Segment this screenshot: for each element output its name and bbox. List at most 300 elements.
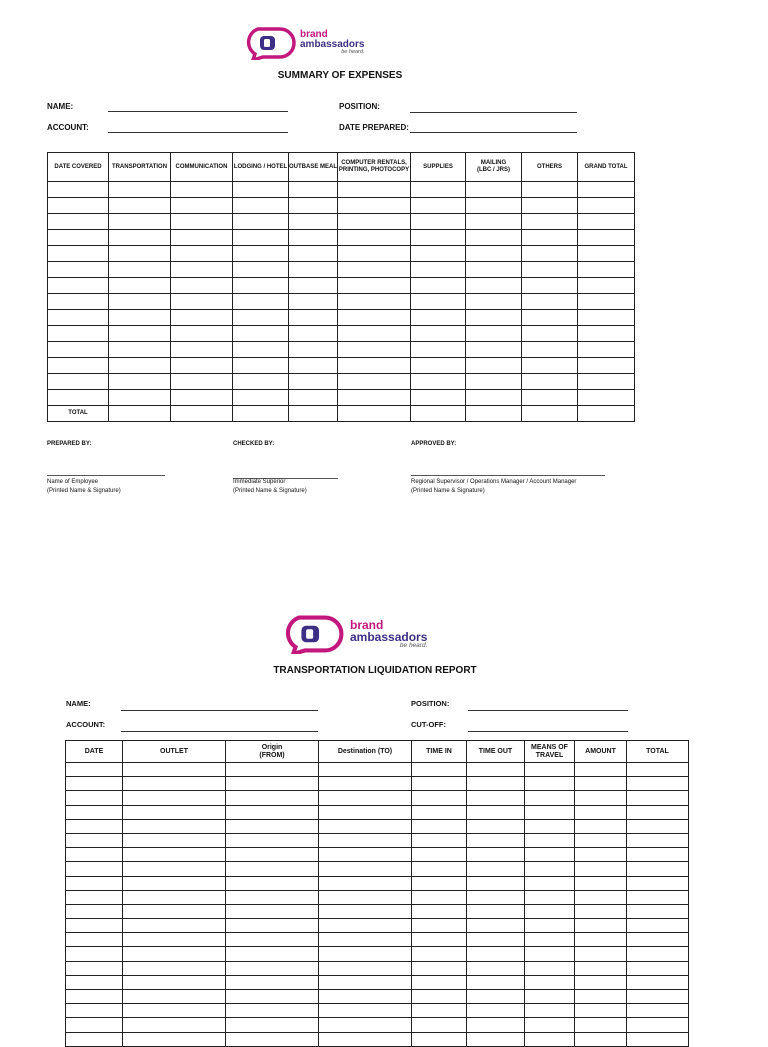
table-cell[interactable] [226, 876, 319, 890]
table-cell[interactable] [171, 310, 233, 326]
table-cell[interactable] [525, 975, 575, 989]
table-cell[interactable] [338, 358, 411, 374]
table-cell[interactable] [466, 294, 522, 310]
expenses-account-input[interactable] [108, 132, 288, 133]
table-cell[interactable] [411, 390, 466, 406]
table-cell[interactable] [338, 214, 411, 230]
table-cell[interactable] [525, 1032, 575, 1046]
table-cell[interactable] [319, 1018, 412, 1032]
table-cell[interactable] [338, 262, 411, 278]
table-cell[interactable] [627, 1032, 689, 1046]
table-cell[interactable] [123, 876, 226, 890]
table-cell[interactable] [226, 904, 319, 918]
table-cell[interactable] [575, 862, 627, 876]
table-cell[interactable] [466, 342, 522, 358]
table-cell[interactable] [319, 833, 412, 847]
table-cell[interactable] [412, 1004, 467, 1018]
table-cell[interactable] [66, 933, 123, 947]
table-cell[interactable] [171, 182, 233, 198]
table-cell[interactable] [289, 390, 338, 406]
table-cell[interactable] [289, 230, 338, 246]
table-cell[interactable] [575, 975, 627, 989]
table-cell[interactable] [575, 890, 627, 904]
table-cell[interactable] [123, 862, 226, 876]
table-cell[interactable] [48, 294, 109, 310]
table-cell[interactable] [412, 975, 467, 989]
table-cell[interactable] [522, 182, 578, 198]
table-cell[interactable] [578, 310, 635, 326]
table-cell[interactable] [123, 919, 226, 933]
table-cell[interactable] [66, 763, 123, 777]
table-cell[interactable] [578, 230, 635, 246]
table-cell[interactable] [578, 198, 635, 214]
table-cell[interactable] [525, 890, 575, 904]
table-cell[interactable] [627, 805, 689, 819]
table-cell[interactable] [109, 246, 171, 262]
table-cell[interactable] [233, 214, 289, 230]
table-cell[interactable] [109, 310, 171, 326]
table-cell[interactable] [525, 763, 575, 777]
table-cell[interactable] [233, 294, 289, 310]
table-cell[interactable] [109, 182, 171, 198]
table-cell[interactable] [319, 848, 412, 862]
table-cell[interactable] [66, 791, 123, 805]
table-cell[interactable] [466, 198, 522, 214]
table-cell[interactable] [466, 310, 522, 326]
table-cell[interactable] [525, 961, 575, 975]
table-cell[interactable] [109, 406, 171, 422]
transport-position-input[interactable] [468, 710, 628, 711]
table-cell[interactable] [467, 1032, 525, 1046]
table-cell[interactable] [627, 848, 689, 862]
table-cell[interactable] [48, 262, 109, 278]
table-cell[interactable] [123, 848, 226, 862]
table-cell[interactable] [338, 230, 411, 246]
table-cell[interactable] [466, 182, 522, 198]
table-cell[interactable] [109, 294, 171, 310]
table-cell[interactable] [412, 961, 467, 975]
table-cell[interactable] [627, 777, 689, 791]
table-cell[interactable] [467, 933, 525, 947]
table-cell[interactable] [578, 278, 635, 294]
table-cell[interactable] [627, 791, 689, 805]
table-cell[interactable] [226, 975, 319, 989]
table-cell[interactable] [466, 326, 522, 342]
table-cell[interactable] [123, 961, 226, 975]
table-cell[interactable] [48, 278, 109, 294]
table-cell[interactable] [171, 294, 233, 310]
table-cell[interactable] [109, 342, 171, 358]
table-cell[interactable] [466, 374, 522, 390]
table-cell[interactable] [233, 262, 289, 278]
table-cell[interactable] [226, 1004, 319, 1018]
table-cell[interactable] [319, 947, 412, 961]
table-cell[interactable] [233, 246, 289, 262]
table-cell[interactable] [171, 214, 233, 230]
table-cell[interactable] [319, 805, 412, 819]
table-cell[interactable] [578, 246, 635, 262]
table-cell[interactable] [233, 390, 289, 406]
table-cell[interactable] [525, 791, 575, 805]
table-cell[interactable] [226, 961, 319, 975]
table-cell[interactable] [289, 294, 338, 310]
table-cell[interactable] [525, 1018, 575, 1032]
table-cell[interactable] [522, 406, 578, 422]
table-cell[interactable] [123, 1004, 226, 1018]
table-cell[interactable] [289, 342, 338, 358]
table-cell[interactable] [627, 933, 689, 947]
table-cell[interactable] [522, 390, 578, 406]
table-cell[interactable] [48, 310, 109, 326]
table-cell[interactable] [66, 947, 123, 961]
table-cell[interactable] [319, 1032, 412, 1046]
table-cell[interactable] [525, 1004, 575, 1018]
table-cell[interactable] [467, 919, 525, 933]
table-cell[interactable] [466, 406, 522, 422]
table-cell[interactable] [412, 890, 467, 904]
table-cell[interactable] [412, 933, 467, 947]
table-cell[interactable] [627, 990, 689, 1004]
table-cell[interactable] [627, 1004, 689, 1018]
table-cell[interactable] [123, 933, 226, 947]
table-cell[interactable] [411, 406, 466, 422]
table-cell[interactable] [48, 342, 109, 358]
table-cell[interactable] [123, 805, 226, 819]
table-cell[interactable] [575, 947, 627, 961]
table-cell[interactable] [467, 1004, 525, 1018]
table-cell[interactable] [48, 214, 109, 230]
table-cell[interactable] [522, 326, 578, 342]
table-cell[interactable] [319, 933, 412, 947]
table-cell[interactable] [109, 198, 171, 214]
expenses-name-input[interactable] [108, 111, 288, 112]
table-cell[interactable] [226, 1018, 319, 1032]
table-cell[interactable] [338, 342, 411, 358]
table-cell[interactable] [171, 374, 233, 390]
table-cell[interactable] [123, 1018, 226, 1032]
table-cell[interactable] [289, 326, 338, 342]
table-cell[interactable] [412, 819, 467, 833]
table-cell[interactable] [578, 262, 635, 278]
table-cell[interactable] [171, 390, 233, 406]
table-cell[interactable] [627, 975, 689, 989]
table-cell[interactable] [575, 848, 627, 862]
table-cell[interactable] [171, 326, 233, 342]
table-cell[interactable] [411, 214, 466, 230]
table-cell[interactable] [123, 947, 226, 961]
table-cell[interactable] [171, 198, 233, 214]
table-cell[interactable] [123, 791, 226, 805]
table-cell[interactable] [48, 198, 109, 214]
table-cell[interactable] [338, 278, 411, 294]
table-cell[interactable] [233, 230, 289, 246]
table-cell[interactable] [66, 904, 123, 918]
table-cell[interactable] [289, 406, 338, 422]
table-cell[interactable] [171, 278, 233, 294]
table-cell[interactable] [66, 833, 123, 847]
table-cell[interactable] [66, 1004, 123, 1018]
table-cell[interactable] [467, 961, 525, 975]
table-cell[interactable] [48, 246, 109, 262]
table-cell[interactable] [627, 890, 689, 904]
table-cell[interactable] [338, 374, 411, 390]
table-cell[interactable] [525, 904, 575, 918]
table-cell[interactable] [575, 1004, 627, 1018]
table-cell[interactable] [226, 947, 319, 961]
table-cell[interactable] [412, 862, 467, 876]
table-cell[interactable] [412, 1032, 467, 1046]
table-cell[interactable] [627, 961, 689, 975]
table-cell[interactable] [525, 833, 575, 847]
table-cell[interactable] [123, 777, 226, 791]
table-cell[interactable] [226, 1032, 319, 1046]
table-cell[interactable] [123, 990, 226, 1004]
table-cell[interactable] [627, 876, 689, 890]
table-cell[interactable] [289, 358, 338, 374]
table-cell[interactable] [525, 990, 575, 1004]
table-cell[interactable] [48, 182, 109, 198]
table-cell[interactable] [522, 198, 578, 214]
table-cell[interactable] [66, 805, 123, 819]
table-cell[interactable] [411, 294, 466, 310]
table-cell[interactable] [319, 862, 412, 876]
table-cell[interactable] [233, 198, 289, 214]
table-cell[interactable] [578, 214, 635, 230]
table-cell[interactable] [66, 777, 123, 791]
table-cell[interactable] [467, 1018, 525, 1032]
table-cell[interactable] [525, 848, 575, 862]
table-cell[interactable] [66, 1018, 123, 1032]
table-cell[interactable] [467, 975, 525, 989]
table-cell[interactable] [522, 230, 578, 246]
table-cell[interactable] [575, 791, 627, 805]
table-cell[interactable] [171, 342, 233, 358]
approved-by-signature-line[interactable] [411, 475, 605, 476]
table-cell[interactable] [467, 890, 525, 904]
table-cell[interactable] [575, 990, 627, 1004]
transport-name-input[interactable] [121, 710, 318, 711]
table-cell[interactable] [467, 862, 525, 876]
table-cell[interactable] [338, 406, 411, 422]
table-cell[interactable] [411, 342, 466, 358]
table-cell[interactable] [289, 214, 338, 230]
table-cell[interactable] [522, 310, 578, 326]
table-cell[interactable] [338, 326, 411, 342]
table-cell[interactable] [467, 791, 525, 805]
table-cell[interactable] [575, 819, 627, 833]
table-cell[interactable] [467, 777, 525, 791]
table-cell[interactable] [466, 230, 522, 246]
table-cell[interactable] [319, 1004, 412, 1018]
table-cell[interactable] [338, 246, 411, 262]
table-cell[interactable] [525, 947, 575, 961]
table-cell[interactable] [289, 310, 338, 326]
table-cell[interactable] [578, 374, 635, 390]
table-cell[interactable] [467, 990, 525, 1004]
table-cell[interactable] [109, 326, 171, 342]
table-cell[interactable] [226, 777, 319, 791]
table-cell[interactable] [109, 278, 171, 294]
table-cell[interactable] [575, 961, 627, 975]
table-cell[interactable] [522, 342, 578, 358]
table-cell[interactable] [575, 933, 627, 947]
expenses-position-input[interactable] [410, 112, 577, 113]
table-cell[interactable] [289, 278, 338, 294]
table-cell[interactable] [412, 791, 467, 805]
table-cell[interactable] [578, 342, 635, 358]
table-cell[interactable] [48, 358, 109, 374]
table-cell[interactable] [411, 278, 466, 294]
table-cell[interactable] [338, 310, 411, 326]
table-cell[interactable] [66, 919, 123, 933]
table-cell[interactable] [411, 262, 466, 278]
table-cell[interactable] [226, 791, 319, 805]
table-cell[interactable] [66, 876, 123, 890]
table-cell[interactable] [66, 862, 123, 876]
table-cell[interactable] [123, 904, 226, 918]
table-cell[interactable] [319, 919, 412, 933]
table-cell[interactable] [109, 214, 171, 230]
table-cell[interactable] [289, 374, 338, 390]
table-cell[interactable] [233, 182, 289, 198]
table-cell[interactable] [525, 919, 575, 933]
table-cell[interactable] [412, 876, 467, 890]
table-cell[interactable] [522, 374, 578, 390]
table-cell[interactable] [627, 763, 689, 777]
table-cell[interactable] [233, 310, 289, 326]
table-cell[interactable] [319, 961, 412, 975]
table-cell[interactable] [466, 358, 522, 374]
table-cell[interactable] [525, 777, 575, 791]
table-cell[interactable] [411, 246, 466, 262]
table-cell[interactable] [575, 919, 627, 933]
table-cell[interactable] [467, 876, 525, 890]
table-cell[interactable] [123, 975, 226, 989]
table-cell[interactable] [319, 791, 412, 805]
table-cell[interactable] [575, 1018, 627, 1032]
table-cell[interactable] [575, 833, 627, 847]
table-cell[interactable] [319, 890, 412, 904]
table-cell[interactable] [66, 890, 123, 904]
table-cell[interactable] [522, 214, 578, 230]
transport-cutoff-input[interactable] [468, 731, 628, 732]
table-cell[interactable] [226, 862, 319, 876]
table-cell[interactable] [319, 904, 412, 918]
table-cell[interactable] [226, 848, 319, 862]
table-cell[interactable] [525, 862, 575, 876]
table-cell[interactable] [412, 919, 467, 933]
table-cell[interactable] [319, 990, 412, 1004]
table-cell[interactable] [226, 933, 319, 947]
table-cell[interactable] [226, 763, 319, 777]
table-cell[interactable] [575, 1032, 627, 1046]
table-cell[interactable] [48, 390, 109, 406]
table-cell[interactable] [338, 390, 411, 406]
table-cell[interactable] [412, 833, 467, 847]
table-cell[interactable] [578, 294, 635, 310]
table-cell[interactable] [522, 278, 578, 294]
table-cell[interactable] [466, 278, 522, 294]
table-cell[interactable] [109, 374, 171, 390]
table-cell[interactable] [466, 390, 522, 406]
table-cell[interactable] [575, 777, 627, 791]
table-cell[interactable] [411, 310, 466, 326]
table-cell[interactable] [233, 358, 289, 374]
table-cell[interactable] [525, 933, 575, 947]
table-cell[interactable] [467, 805, 525, 819]
table-cell[interactable] [123, 763, 226, 777]
table-cell[interactable] [48, 230, 109, 246]
table-cell[interactable] [171, 262, 233, 278]
table-cell[interactable] [233, 406, 289, 422]
table-cell[interactable] [412, 904, 467, 918]
table-cell[interactable] [627, 919, 689, 933]
table-cell[interactable] [338, 182, 411, 198]
table-cell[interactable] [233, 278, 289, 294]
table-cell[interactable] [338, 198, 411, 214]
table-cell[interactable] [319, 819, 412, 833]
table-cell[interactable] [233, 342, 289, 358]
table-cell[interactable] [171, 230, 233, 246]
table-cell[interactable] [123, 819, 226, 833]
table-cell[interactable] [525, 805, 575, 819]
table-cell[interactable] [109, 262, 171, 278]
table-cell[interactable] [575, 763, 627, 777]
table-cell[interactable] [627, 947, 689, 961]
table-cell[interactable] [319, 763, 412, 777]
table-cell[interactable] [66, 1032, 123, 1046]
expenses-date-prepared-input[interactable] [410, 132, 577, 133]
table-cell[interactable] [466, 246, 522, 262]
table-cell[interactable] [467, 763, 525, 777]
table-cell[interactable] [109, 390, 171, 406]
table-cell[interactable] [319, 876, 412, 890]
table-cell[interactable] [66, 961, 123, 975]
table-cell[interactable] [412, 990, 467, 1004]
table-cell[interactable] [627, 833, 689, 847]
table-cell[interactable] [66, 975, 123, 989]
table-cell[interactable] [411, 374, 466, 390]
table-cell[interactable] [289, 182, 338, 198]
table-cell[interactable] [226, 919, 319, 933]
table-cell[interactable] [467, 819, 525, 833]
table-cell[interactable] [109, 358, 171, 374]
table-cell[interactable] [467, 947, 525, 961]
table-cell[interactable] [627, 1018, 689, 1032]
table-cell[interactable] [578, 326, 635, 342]
table-cell[interactable] [289, 198, 338, 214]
table-cell[interactable] [627, 819, 689, 833]
table-cell[interactable] [226, 890, 319, 904]
table-cell[interactable] [226, 990, 319, 1004]
table-cell[interactable] [48, 374, 109, 390]
table-cell[interactable] [123, 833, 226, 847]
table-cell[interactable] [123, 1032, 226, 1046]
table-cell[interactable] [525, 876, 575, 890]
table-cell[interactable] [412, 947, 467, 961]
table-cell[interactable] [522, 358, 578, 374]
table-cell[interactable] [575, 876, 627, 890]
table-cell[interactable] [467, 904, 525, 918]
table-cell[interactable] [412, 848, 467, 862]
table-cell[interactable] [522, 246, 578, 262]
table-cell[interactable] [66, 848, 123, 862]
table-cell[interactable] [412, 777, 467, 791]
table-cell[interactable] [411, 358, 466, 374]
table-cell[interactable] [578, 358, 635, 374]
table-cell[interactable] [627, 862, 689, 876]
table-cell[interactable] [109, 230, 171, 246]
